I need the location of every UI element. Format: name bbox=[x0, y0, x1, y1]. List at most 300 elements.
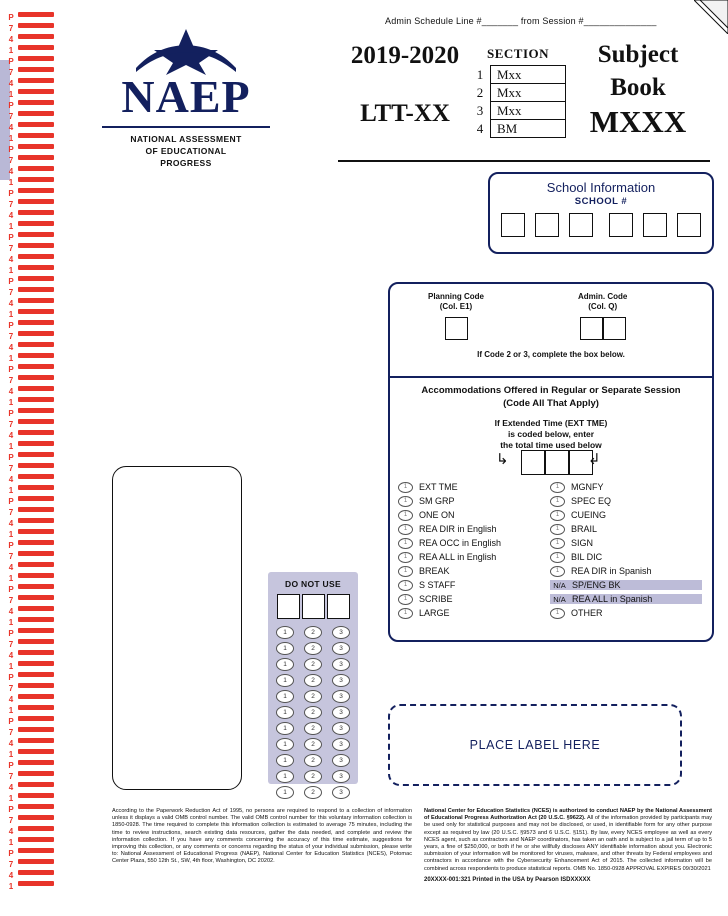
ruler-digit: P bbox=[8, 541, 14, 550]
do-not-use-bubble[interactable]: 3 bbox=[332, 674, 350, 687]
do-not-use-bubble[interactable]: 2 bbox=[304, 722, 322, 735]
ruler-tick bbox=[18, 419, 54, 424]
do-not-use-bubble[interactable]: 1 bbox=[276, 658, 294, 671]
subject-book-line1: Subject bbox=[597, 41, 679, 68]
ruler-tick bbox=[18, 870, 54, 875]
do-not-use-bubble[interactable]: 3 bbox=[332, 642, 350, 655]
option-bubble[interactable]: 1 bbox=[550, 552, 565, 563]
ruler-tick bbox=[18, 111, 54, 116]
ruler-digit: 4 bbox=[8, 607, 14, 616]
do-not-use-bubble[interactable]: 1 bbox=[276, 738, 294, 751]
accommodation-option[interactable] bbox=[550, 510, 702, 521]
ruler-digit: 1 bbox=[8, 662, 14, 671]
option-label: REA ALL in English bbox=[419, 552, 497, 562]
accommodation-option[interactable] bbox=[398, 566, 550, 577]
accommodation-option[interactable] bbox=[550, 524, 702, 535]
ruler-digit: 7 bbox=[8, 24, 14, 33]
ruler-digit: 1 bbox=[8, 178, 14, 187]
planning-code-group bbox=[428, 292, 484, 340]
do-not-use-bubble[interactable]: 3 bbox=[332, 786, 350, 799]
option-bubble[interactable]: 1 bbox=[398, 608, 413, 619]
do-not-use-bubble[interactable]: 1 bbox=[276, 690, 294, 703]
ruler-digit: 4 bbox=[8, 739, 14, 748]
ruler-digit: 7 bbox=[8, 112, 14, 121]
ruler-digit: 1 bbox=[8, 134, 14, 143]
do-not-use-caption: DO NOT USE bbox=[285, 579, 341, 589]
accommodations-panel bbox=[388, 282, 714, 642]
accommodation-option[interactable] bbox=[398, 552, 550, 563]
option-bubble[interactable]: 1 bbox=[550, 510, 565, 521]
ruler-tick bbox=[18, 364, 54, 369]
school-number-box[interactable] bbox=[535, 213, 559, 237]
header-divider bbox=[338, 160, 710, 162]
logo-divider bbox=[102, 126, 270, 128]
ruler-tick bbox=[18, 507, 54, 512]
footer-paperwork-notice: According to the Paperwork Reduction Act of 1995, no persons are required to respond to a collection of information unless it displays a valid OMB control number. The valid OMB control number for this voluntary information collection is 1850-0928. The time required to complete this information collection is estimated to average 75 minutes, including the time to review instructions, search existing data resources, gather the data needed, and complete and review the information collection. If you have any comments concerning the accuracy of this time estimate, suggestions for improving this collection, or any comments or concerns regarding the status of your individual submission, please write to: National Assessment of Educational Progress (NAEP), National Center for Education Statistics (NCES), Potomac Center Plaza, 550 12th St., SW, 4th floor, Washington, DC 20202. bbox=[112, 808, 412, 865]
ruler-tick bbox=[18, 23, 54, 28]
school-information-panel bbox=[488, 172, 714, 254]
accommodation-option[interactable] bbox=[398, 496, 550, 507]
option-label: ONE ON bbox=[419, 510, 455, 520]
do-not-use-bubble[interactable]: 1 bbox=[276, 722, 294, 735]
ruler-tick bbox=[18, 738, 54, 743]
accommodation-option[interactable] bbox=[550, 580, 702, 590]
planning-code-box[interactable] bbox=[428, 317, 484, 340]
ruler-tick bbox=[18, 408, 54, 413]
do-not-use-bubble[interactable]: 2 bbox=[304, 706, 322, 719]
ruler-digit: 1 bbox=[8, 706, 14, 715]
ruler-tick bbox=[18, 628, 54, 633]
accommodation-option[interactable] bbox=[550, 496, 702, 507]
option-label: BRAIL bbox=[571, 524, 598, 534]
ruler-tick bbox=[18, 727, 54, 732]
ruler-digit: 7 bbox=[8, 332, 14, 341]
ruler-tick bbox=[18, 342, 54, 347]
accommodation-option[interactable] bbox=[398, 538, 550, 549]
do-not-use-bubble[interactable]: 2 bbox=[304, 754, 322, 767]
option-bubble[interactable]: 1 bbox=[398, 594, 413, 605]
ruler-tick bbox=[18, 100, 54, 105]
ruler-tick bbox=[18, 243, 54, 248]
accommodation-row bbox=[398, 606, 704, 620]
admin-schedule-line: Admin Schedule Line #_______ from Session #______________ bbox=[385, 16, 657, 26]
do-not-use-bubble[interactable]: 2 bbox=[304, 642, 322, 655]
do-not-use-row bbox=[276, 722, 350, 735]
accommodation-row bbox=[398, 578, 704, 592]
ruler-tick bbox=[18, 617, 54, 622]
ruler-tick bbox=[18, 265, 54, 270]
do-not-use-bubble[interactable]: 3 bbox=[332, 706, 350, 719]
arrow-left-icon: ↲ bbox=[588, 451, 601, 468]
section-row bbox=[470, 102, 566, 120]
accommodation-option[interactable] bbox=[398, 580, 550, 591]
ruler-tick bbox=[18, 639, 54, 644]
do-not-use-bubble[interactable]: 1 bbox=[276, 706, 294, 719]
accommodation-row bbox=[398, 564, 704, 578]
ruler-tick bbox=[18, 672, 54, 677]
assessment-year: 2019-2020 bbox=[350, 42, 460, 69]
ruler-tick bbox=[18, 254, 54, 259]
section-table bbox=[470, 65, 566, 138]
ruler-digit: 7 bbox=[8, 684, 14, 693]
option-na-marker: N/A bbox=[553, 580, 566, 590]
ruler-tick bbox=[18, 650, 54, 655]
ruler-digit: 1 bbox=[8, 310, 14, 319]
ruler-tick bbox=[18, 595, 54, 600]
ruler-tick bbox=[18, 496, 54, 501]
admin-code-boxes[interactable] bbox=[578, 317, 627, 340]
ruler-digit: P bbox=[8, 321, 14, 330]
ruler-digit: 4 bbox=[8, 79, 14, 88]
ruler-tick bbox=[18, 661, 54, 666]
logo-subtitle-line3: PROGRESS bbox=[160, 158, 212, 168]
option-bubble[interactable]: 1 bbox=[398, 538, 413, 549]
ruler-digit: 7 bbox=[8, 860, 14, 869]
ruler-digit: 4 bbox=[8, 167, 14, 176]
page-corner-fold-icon bbox=[694, 0, 728, 34]
section-row bbox=[470, 66, 566, 84]
ruler-tick bbox=[18, 441, 54, 446]
accommodation-option[interactable] bbox=[550, 608, 702, 619]
star-icon bbox=[96, 28, 276, 74]
do-not-use-bubble[interactable]: 2 bbox=[304, 770, 322, 783]
ruler-digit: 7 bbox=[8, 728, 14, 737]
footer-nces-notice bbox=[424, 808, 712, 884]
ruler-tick bbox=[18, 705, 54, 710]
option-label: EXT TME bbox=[419, 482, 458, 492]
option-label: S STAFF bbox=[419, 580, 456, 590]
option-bubble[interactable]: 1 bbox=[398, 566, 413, 577]
ruler-digit: P bbox=[8, 453, 14, 462]
ruler-tick bbox=[18, 694, 54, 699]
timing-ruler bbox=[0, 0, 54, 916]
ruler-digit: 1 bbox=[8, 46, 14, 55]
if-code-note: If Code 2 or 3, complete the box below. bbox=[477, 350, 625, 359]
accommodation-option[interactable] bbox=[550, 482, 702, 493]
section-value: BM bbox=[491, 120, 566, 138]
ruler-digit: 4 bbox=[8, 431, 14, 440]
ruler-digit: P bbox=[8, 717, 14, 726]
ruler-digit: 7 bbox=[8, 68, 14, 77]
accommodation-row bbox=[398, 592, 704, 606]
do-not-use-panel bbox=[268, 572, 358, 796]
ruler-digit: P bbox=[8, 629, 14, 638]
ruler-tick bbox=[18, 529, 54, 534]
ruler-tick bbox=[18, 683, 54, 688]
ruler-tick bbox=[18, 331, 54, 336]
ruler-tick bbox=[18, 540, 54, 545]
option-bubble[interactable]: 1 bbox=[398, 580, 413, 591]
do-not-use-row bbox=[276, 690, 350, 703]
place-label-area[interactable] bbox=[388, 704, 682, 786]
accommodations-divider bbox=[390, 376, 712, 378]
ruler-digit: 4 bbox=[8, 211, 14, 220]
do-not-use-row bbox=[276, 738, 350, 751]
ruler-digit: 7 bbox=[8, 772, 14, 781]
ruler-digit: P bbox=[8, 365, 14, 374]
planning-code-label2: (Col. E1) bbox=[439, 302, 473, 311]
accommodations-title-line2: (Code All That Apply) bbox=[503, 398, 599, 409]
option-bubble[interactable]: 1 bbox=[398, 524, 413, 535]
ruler-digit: 1 bbox=[8, 794, 14, 803]
option-label: CUEING bbox=[571, 510, 607, 520]
ruler-tick bbox=[18, 606, 54, 611]
option-label: REA DIR in Spanish bbox=[571, 566, 652, 576]
logo-subtitle-line1: NATIONAL ASSESSMENT bbox=[130, 134, 242, 144]
option-label: SPEC EQ bbox=[571, 496, 612, 506]
option-bubble[interactable]: 1 bbox=[550, 538, 565, 549]
ruler-tick bbox=[18, 177, 54, 182]
school-number-boxes[interactable] bbox=[490, 213, 712, 237]
option-bubble[interactable]: 1 bbox=[398, 496, 413, 507]
ruler-tick bbox=[18, 34, 54, 39]
accommodation-row bbox=[398, 550, 704, 564]
extended-time-boxes[interactable] bbox=[521, 450, 593, 475]
ruler-digit: 4 bbox=[8, 387, 14, 396]
option-label: BIL DIC bbox=[571, 552, 603, 562]
section-number: 4 bbox=[470, 120, 491, 138]
do-not-use-row bbox=[276, 706, 350, 719]
accommodation-row bbox=[398, 494, 704, 508]
ruler-digit: 7 bbox=[8, 816, 14, 825]
option-label: BREAK bbox=[419, 566, 450, 576]
do-not-use-bubble[interactable]: 1 bbox=[276, 642, 294, 655]
ruler-tick bbox=[18, 386, 54, 391]
ruler-digit: 4 bbox=[8, 519, 14, 528]
ruler-digit: 7 bbox=[8, 596, 14, 605]
do-not-use-bubble[interactable]: 1 bbox=[276, 770, 294, 783]
do-not-use-bubble[interactable]: 2 bbox=[304, 658, 322, 671]
option-bubble[interactable]: 1 bbox=[398, 510, 413, 521]
ruler-tick bbox=[18, 749, 54, 754]
do-not-use-bubble[interactable]: 3 bbox=[332, 754, 350, 767]
ruler-digit: 4 bbox=[8, 343, 14, 352]
ruler-tick bbox=[18, 760, 54, 765]
ruler-digit: 7 bbox=[8, 156, 14, 165]
accommodation-row bbox=[398, 522, 704, 536]
section-number: 1 bbox=[470, 66, 491, 84]
ruler-tick bbox=[18, 353, 54, 358]
accommodation-option[interactable] bbox=[398, 524, 550, 535]
ruler-digit: 7 bbox=[8, 376, 14, 385]
subject-book-title bbox=[566, 38, 710, 140]
ruler-digit: 7 bbox=[8, 420, 14, 429]
arrow-right-icon: ↳ bbox=[496, 451, 509, 468]
ruler-digit: 1 bbox=[8, 354, 14, 363]
admin-code-group bbox=[578, 292, 627, 340]
accommodation-option[interactable] bbox=[398, 608, 550, 619]
option-bubble[interactable]: 1 bbox=[550, 524, 565, 535]
ruler-tick bbox=[18, 89, 54, 94]
ruler-digit: 7 bbox=[8, 464, 14, 473]
ruler-digit: 7 bbox=[8, 288, 14, 297]
do-not-use-row bbox=[276, 786, 350, 799]
ruler-tick bbox=[18, 309, 54, 314]
option-label: REA ALL in Spanish bbox=[572, 594, 653, 604]
ruler-digit: 4 bbox=[8, 123, 14, 132]
naep-wordmark: NAEP bbox=[121, 71, 251, 122]
ruler-digit: P bbox=[8, 409, 14, 418]
ruler-tick bbox=[18, 584, 54, 589]
do-not-use-bubble[interactable]: 3 bbox=[332, 738, 350, 751]
ruler-digit: P bbox=[8, 101, 14, 110]
ruler-digit: 1 bbox=[8, 398, 14, 407]
do-not-use-row bbox=[276, 626, 350, 639]
accommodation-options-list bbox=[398, 480, 704, 620]
ruler-tick bbox=[18, 793, 54, 798]
ruler-digit: P bbox=[8, 585, 14, 594]
ruler-digit: 1 bbox=[8, 750, 14, 759]
ruler-tick bbox=[18, 804, 54, 809]
ruler-tick bbox=[18, 199, 54, 204]
ruler-tick bbox=[18, 859, 54, 864]
do-not-use-bubble[interactable]: 3 bbox=[332, 690, 350, 703]
accommodation-row bbox=[398, 536, 704, 550]
do-not-use-bubble[interactable]: 2 bbox=[304, 738, 322, 751]
accommodation-option[interactable] bbox=[398, 594, 550, 605]
ruler-digit: 1 bbox=[8, 530, 14, 539]
ruler-tick bbox=[18, 78, 54, 83]
do-not-use-bubble[interactable]: 3 bbox=[332, 626, 350, 639]
codes-row bbox=[390, 284, 712, 372]
ruler-digit: P bbox=[8, 277, 14, 286]
do-not-use-bubble[interactable]: 3 bbox=[332, 722, 350, 735]
option-label: SCRIBE bbox=[419, 594, 453, 604]
ruler-tick bbox=[18, 551, 54, 556]
ruler-digit: 4 bbox=[8, 651, 14, 660]
do-not-use-row bbox=[276, 770, 350, 783]
section-value: Mxx bbox=[491, 66, 566, 84]
ruler-digit: P bbox=[8, 189, 14, 198]
ruler-digit: P bbox=[8, 761, 14, 770]
ruler-tick bbox=[18, 45, 54, 50]
ruler-digit: 1 bbox=[8, 266, 14, 275]
footer-nces-body: All of the information provided by participants may be used only for statistical purposes and may not be disclosed, or used, in identifiable form for any other purpose except as required by law (20 U.S.C. §9573 and 6 U.S.C. §151). By law, every NCES employee as well as every NCES agent, such as contractors and NAEP coordinators, has taken an oath and is subject to a jail term of up to 5 years, a fine of $250,000, or both if he or she willfully discloses ANY identifiable information about you. Electronic submission of your information will be monitored for viruses, malware, and other threats by Federal employees and contractors in accordance with the Cybersecurity Enhancement Act of 2015. The collected information will be combined across respondents to produce statistical reports. OMB No. 1850-0928 APPROVAL EXPIRES 09/30/2021 bbox=[424, 815, 712, 872]
option-label: REA DIR in English bbox=[419, 524, 497, 534]
do-not-use-bubble[interactable]: 2 bbox=[304, 674, 322, 687]
section-table-title: SECTION bbox=[486, 46, 550, 61]
ruler-tick bbox=[18, 12, 54, 17]
section-number: 3 bbox=[470, 102, 491, 120]
option-label: REA OCC in English bbox=[419, 538, 502, 548]
option-label: SIGN bbox=[571, 538, 594, 548]
ruler-tick bbox=[18, 573, 54, 578]
subject-book-line2: Book bbox=[610, 74, 666, 101]
ruler-tick bbox=[18, 287, 54, 292]
accommodation-option[interactable] bbox=[550, 566, 702, 577]
ruler-tick bbox=[18, 397, 54, 402]
option-label: OTHER bbox=[571, 608, 603, 618]
ruler-tick bbox=[18, 485, 54, 490]
ruler-digit: 7 bbox=[8, 244, 14, 253]
school-number-box[interactable] bbox=[569, 213, 593, 237]
ruler-digit: 7 bbox=[8, 552, 14, 561]
option-label: SM GRP bbox=[419, 496, 455, 506]
option-bubble[interactable]: 1 bbox=[398, 482, 413, 493]
ruler-digit: 7 bbox=[8, 508, 14, 517]
admin-code-label2: (Col. Q) bbox=[588, 302, 618, 311]
do-not-use-bubble[interactable]: 2 bbox=[304, 690, 322, 703]
ruler-tick bbox=[18, 837, 54, 842]
option-bubble[interactable]: 1 bbox=[550, 566, 565, 577]
ruler-digit: P bbox=[8, 233, 14, 242]
do-not-use-bubble[interactable]: 1 bbox=[276, 674, 294, 687]
ruler-digit: 4 bbox=[8, 35, 14, 44]
accommodation-option[interactable] bbox=[550, 538, 702, 549]
section-row bbox=[470, 84, 566, 102]
ext-note-line2: is coded below, enter bbox=[507, 429, 595, 439]
accommodation-option[interactable] bbox=[550, 594, 702, 604]
school-number-box[interactable] bbox=[643, 213, 667, 237]
school-number-box[interactable] bbox=[609, 213, 633, 237]
ruler-tick bbox=[18, 155, 54, 160]
do-not-use-bubble[interactable]: 3 bbox=[332, 658, 350, 671]
ruler-digit: 7 bbox=[8, 640, 14, 649]
ruler-digit: P bbox=[8, 145, 14, 154]
footer-print-code: 20XXXX-001:321 Printed in the USA by Pearson ISDXXXXX bbox=[424, 876, 591, 883]
ruler-digit: P bbox=[8, 673, 14, 682]
ruler-tick bbox=[18, 276, 54, 281]
school-number-label: SCHOOL # bbox=[574, 196, 628, 207]
ruler-tick bbox=[18, 221, 54, 226]
accommodations-title-line1: Accommodations Offered in Regular or Separate Session bbox=[421, 385, 681, 396]
option-bubble[interactable]: 1 bbox=[550, 608, 565, 619]
option-label: SP/ENG BK bbox=[572, 580, 621, 590]
ruler-digit: 1 bbox=[8, 618, 14, 627]
ruler-digit: 4 bbox=[8, 827, 14, 836]
accommodation-row bbox=[398, 480, 704, 494]
accommodation-option[interactable] bbox=[398, 510, 550, 521]
ruler-digit: 4 bbox=[8, 563, 14, 572]
ruler-digit: P bbox=[8, 805, 14, 814]
school-number-box[interactable] bbox=[501, 213, 525, 237]
accommodation-option[interactable] bbox=[550, 552, 702, 563]
ruler-tick bbox=[18, 463, 54, 468]
ruler-tick bbox=[18, 848, 54, 853]
school-number-box[interactable] bbox=[677, 213, 701, 237]
ruler-tick bbox=[18, 144, 54, 149]
do-not-use-bubble[interactable]: 1 bbox=[276, 626, 294, 639]
do-not-use-bubble[interactable]: 2 bbox=[304, 786, 322, 799]
section-value: Mxx bbox=[491, 84, 566, 102]
do-not-use-bubble[interactable]: 1 bbox=[276, 754, 294, 767]
ruler-tick bbox=[18, 452, 54, 457]
section-number: 2 bbox=[470, 84, 491, 102]
subject-book-code: MXXX bbox=[589, 104, 687, 139]
school-information-title: School Information bbox=[546, 180, 656, 195]
do-not-use-bubble[interactable]: 1 bbox=[276, 786, 294, 799]
option-bubble[interactable]: 1 bbox=[550, 496, 565, 507]
ruler-tick bbox=[18, 474, 54, 479]
do-not-use-bubble-grid[interactable] bbox=[268, 626, 358, 799]
ruler-digit: 4 bbox=[8, 475, 14, 484]
option-label: MGNFY bbox=[571, 482, 604, 492]
do-not-use-entry-boxes[interactable] bbox=[268, 594, 358, 619]
do-not-use-bubble[interactable]: 3 bbox=[332, 770, 350, 783]
ruler-tick bbox=[18, 188, 54, 193]
admin-code-label1: Admin. Code bbox=[578, 292, 628, 301]
accommodation-option[interactable] bbox=[398, 482, 550, 493]
ruler-digit: 4 bbox=[8, 871, 14, 880]
ruler-digit: 1 bbox=[8, 486, 14, 495]
option-bubble[interactable]: 1 bbox=[398, 552, 413, 563]
do-not-use-row bbox=[276, 674, 350, 687]
ruler-tick bbox=[18, 826, 54, 831]
accommodations-title bbox=[390, 384, 712, 410]
ruler-tick bbox=[18, 320, 54, 325]
option-bubble[interactable]: 1 bbox=[550, 482, 565, 493]
do-not-use-bubble[interactable]: 2 bbox=[304, 626, 322, 639]
